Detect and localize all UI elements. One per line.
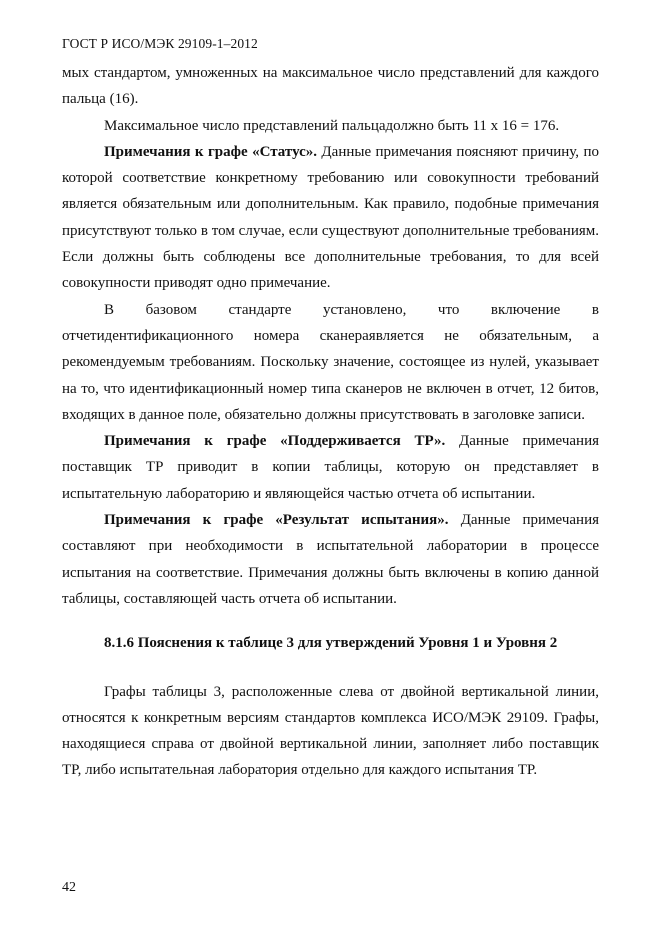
- page-number: 42: [62, 880, 76, 895]
- result-notes-text: Данные примечания составляют при необходимости в испытательной лаборатории в процессе испытания на соответствие. Примечания должны быть включены в копию данной таблицы, составляющей часть отчета об испытании.: [62, 512, 599, 607]
- paragraph-continuation: мых стандартом, умноженных на максимальное число представлений для каждого пальца (16).: [62, 65, 599, 108]
- paragraph-max-representations: Максимальное число представлений пальцадолжно быть 11 х 16 = 176.: [104, 117, 560, 134]
- status-notes-text: Данные примечания поясняют причину, по которой соответствие конкретному требованию или совокупности требований является обязательным или дополнительным. Как правило, подобные примечания присутствуют только в том случае, если существуют дополнительные требованиям. Если должны быть соблюдены все дополнительные требования, то для всей совокупности приводят одно примечание.: [62, 143, 599, 292]
- paragraph-status-notes: [62, 139, 599, 297]
- paragraph-table3-explanation: Графы таблицы 3, расположенные слева от двойной вертикальной линии, относятся к конкретным версиям стандартов комплекса ИСО/МЭК 29109. Графы, находящиеся справа от двойной вертикальной линии, заполняет либо поставщик ТР, либо испытательная лаборатория отдельно для каждого испытания ТР.: [62, 683, 599, 779]
- section-title: 8.1.6 Пояснения к таблице 3 для утверждений Уровня 1 и Уровня 2: [104, 635, 558, 652]
- result-notes-heading: Примечания к графе «Результат испытания».: [104, 512, 449, 529]
- paragraph-supported-notes: [62, 428, 599, 507]
- document-header: ГОСТ Р ИСО/МЭК 29109-1–2012: [62, 36, 258, 51]
- supported-notes-text: Данные примечания поставщик ТР приводит в копии таблицы, которую он представляет в испытательную лабораторию и являющейся частью отчета об испытании.: [62, 433, 599, 502]
- supported-notes-heading: Примечания к графе «Поддерживается ТР».: [104, 433, 446, 450]
- paragraph-result-notes: [62, 507, 599, 612]
- document-body: [62, 60, 599, 784]
- paragraph-base-standard: В базовом стандарте установлено, что включение в отчетидентификационного номера сканераявляется не обязательным, а рекомендуемым требованиям. Поскольку значение, состоящее из нулей, указывает на то, что идентификационный номер типа сканеров не включен в отчет, 12 битов, входящих в данное поле, обязательно должны присутствовать в заголовке записи.: [62, 301, 599, 423]
- status-notes-heading: Примечания к графе «Статус».: [104, 143, 318, 160]
